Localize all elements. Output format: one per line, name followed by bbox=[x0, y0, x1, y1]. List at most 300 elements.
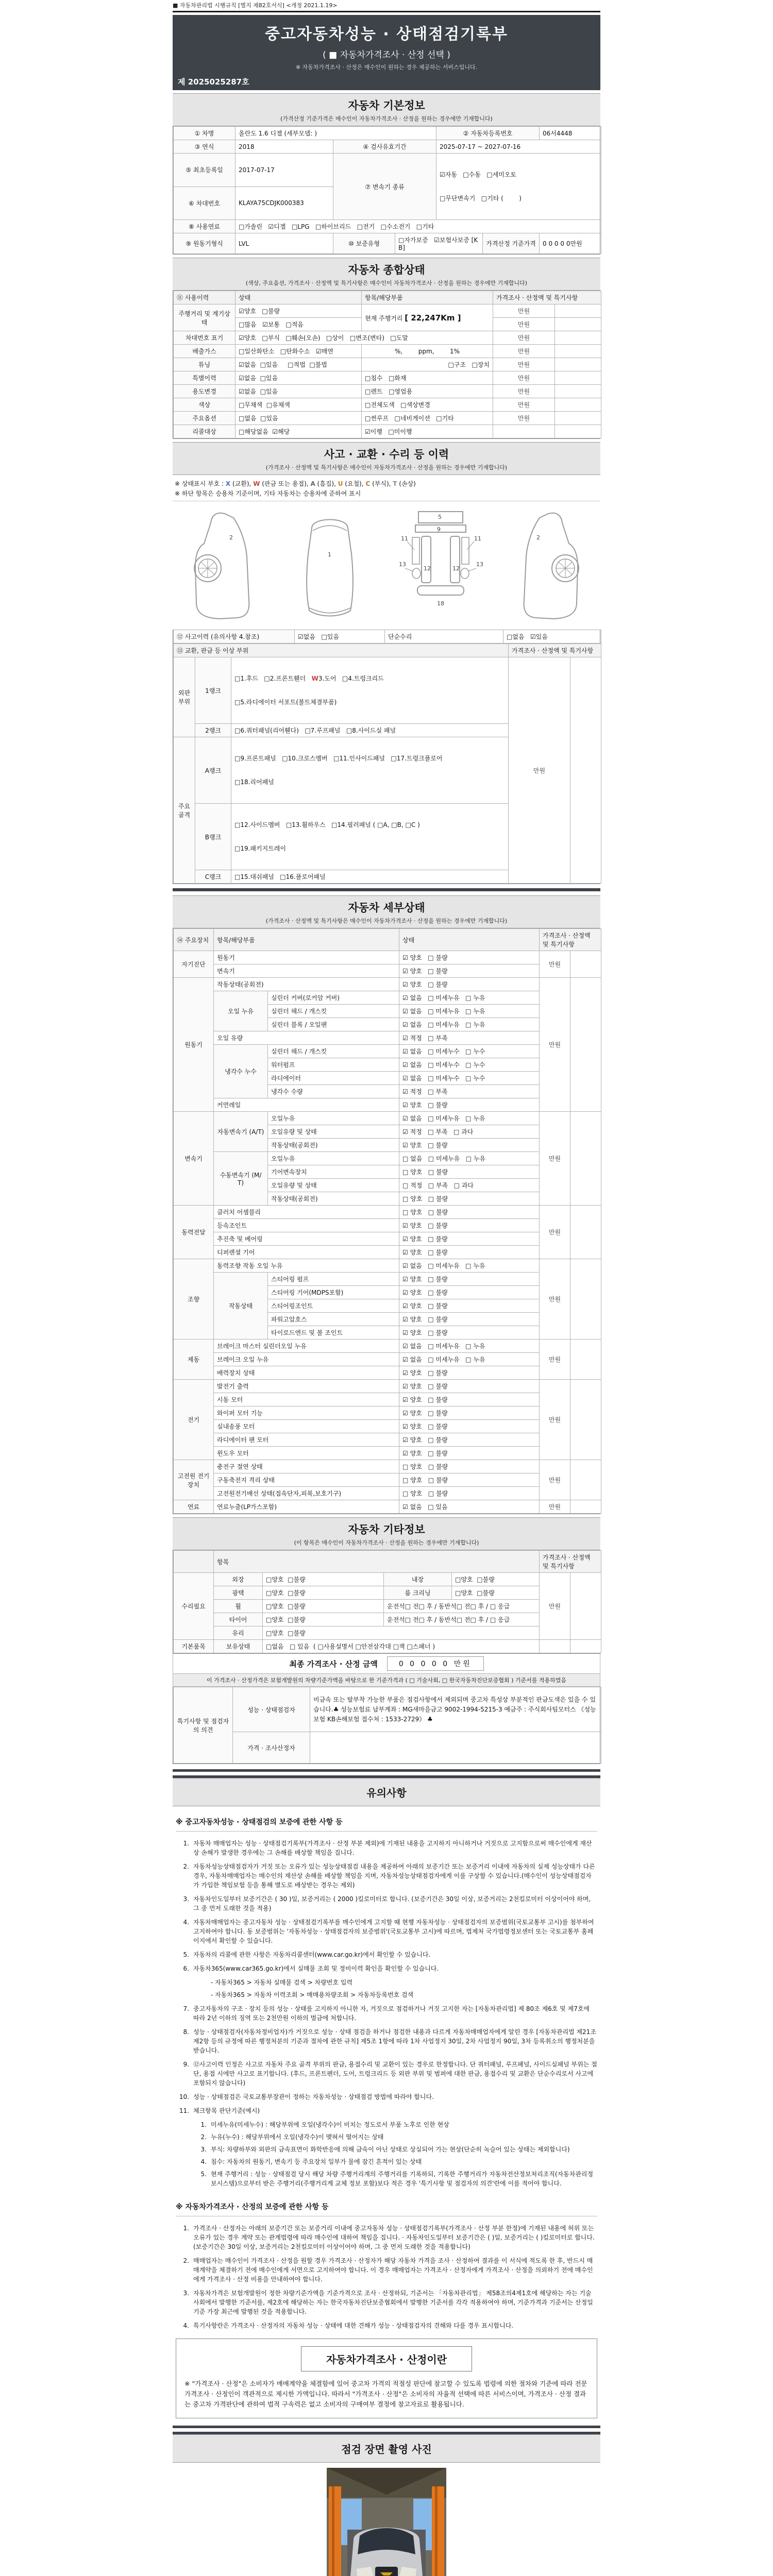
report-page bbox=[173, 0, 600, 2576]
photos-title: 점검 장면 촬영 사진 bbox=[341, 2443, 432, 2456]
item-label: 고전원전기배선 상태(접속단자,피복,보호기구) bbox=[214, 1487, 399, 1500]
notice-text: 자동차가격은 보험개발원이 정한 차량기준가액을 기준가격으로 조사 · 산정하되, 기준서는 「자동차관리법」 제58조의4제1호에 해당하는 자는 기술사회에서 발행한 기준서를, 제2호에 해당하는 자는 한국자동차진단보증협회에서 발행한 기준서를 각각 적용하여야 하며, 기준가격과 기준서는 산정일 기준 가장 최근에 발행된 것을 적용합니다. bbox=[193, 2290, 593, 2316]
color-label: 색상 bbox=[174, 398, 236, 412]
table-row bbox=[174, 304, 601, 318]
item-label: 보유상태 bbox=[214, 1640, 263, 1653]
price-unit: 만원 bbox=[493, 385, 555, 398]
final-price-value: 0 0 0 0 0 만원 bbox=[387, 1656, 484, 1671]
item-status: ☑ 양호 □ 불량 bbox=[399, 1232, 540, 1246]
item-status: □양호 □불량 bbox=[263, 1613, 384, 1626]
section-title: 자동차 세부상태 bbox=[348, 902, 425, 914]
item-status: □없음 □ 있음 ( □사용설명서 □안전삼각대 □잭 □스패너 ) bbox=[263, 1640, 540, 1653]
price-unit: 만원 bbox=[540, 1573, 570, 1640]
item-label: 휠 bbox=[214, 1600, 263, 1613]
table-row bbox=[174, 1152, 601, 1165]
table-row bbox=[174, 331, 601, 345]
legend-part: (판금 또는 용접), bbox=[260, 480, 311, 487]
tuning-label: 튜닝 bbox=[174, 358, 236, 371]
price-blank bbox=[555, 412, 601, 425]
notice-text: 성능 · 상태점검은 국토교통부장관이 정하는 자동차성능 · 상태점검 방법에 따라야 합니다. bbox=[193, 2093, 434, 2101]
item-status: ☑ 양호 □ 불량 bbox=[399, 1420, 540, 1433]
item-status: ☑ 양호 □ 불량 bbox=[399, 1219, 540, 1232]
item-status: □양호 □불량 bbox=[263, 1586, 384, 1600]
diagram-number: 11 bbox=[474, 535, 481, 543]
price-unit: 만원 bbox=[493, 318, 555, 331]
table-row bbox=[174, 1340, 601, 1353]
col-blank bbox=[174, 1551, 214, 1573]
section-title: 자동차 종합상태 bbox=[348, 264, 425, 276]
notice-text: 중고자동차의 구조 · 장치 등의 성능 · 상태를 고지하지 아니한 자, 거짓으로 점검하거나 거짓 고지한 자는 [자동차관리법] 제 80조 제6호 및 제7호에 따라 2년 이하의 징역 또는 2천만원 이하의 벌금에 처합니다. bbox=[193, 2005, 590, 2022]
appraiser-opinion-text bbox=[310, 1732, 601, 1764]
table-row bbox=[174, 1613, 601, 1626]
item-status: □ 양호 □ 불량 bbox=[399, 1473, 540, 1487]
notice-item bbox=[176, 1950, 597, 1959]
final-price-label: 최종 가격조사 · 산정 금액 bbox=[289, 1659, 378, 1669]
item-status: ☑ 없음 □ 미세누유 □ 누유 bbox=[399, 1112, 540, 1125]
rankB-line1: □12.사이드멤버 □13.휠하우스 □14.필러패널 ( □A, □B, □C ) bbox=[234, 821, 420, 829]
item-label: 광택 bbox=[214, 1586, 263, 1600]
col-item: 항목 bbox=[214, 1551, 540, 1573]
section-title: 사고 · 교환 · 수리 등 이력 bbox=[324, 448, 449, 461]
rank2-label: 2랭크 bbox=[195, 724, 231, 737]
item-status: ☑ 없음 □ 있음 bbox=[399, 1500, 540, 1514]
notice-item bbox=[193, 2170, 597, 2188]
price-blank bbox=[570, 1573, 601, 1640]
group-label: 자기진단 bbox=[174, 951, 214, 978]
table-row bbox=[174, 1573, 601, 1586]
legend-part: ※ 상태표시 부호 : bbox=[175, 480, 226, 487]
notices-sec1-list bbox=[176, 1839, 597, 2188]
item-label: 냉각수 수량 bbox=[268, 1085, 399, 1098]
other-info-table bbox=[173, 1550, 600, 1654]
appraisal-definition-box bbox=[176, 2338, 597, 2418]
item-status: ☑ 양호 □ 불량 bbox=[399, 1246, 540, 1259]
rankC-label: C랭크 bbox=[195, 870, 231, 884]
rankB-items bbox=[231, 804, 509, 870]
price-blank bbox=[570, 978, 601, 1112]
rank1-items bbox=[231, 657, 509, 724]
item-status: ☑ 없음 □ 미세누유 □ 누유 bbox=[399, 1340, 540, 1353]
col-item: 항목/해당부품 bbox=[362, 291, 493, 304]
item-status: □ 양호 □ 불량 bbox=[399, 1192, 540, 1206]
price-unit: 만원 bbox=[540, 1206, 570, 1259]
rank1-line2: □5.라디에이터 서포트(볼트체결부품) bbox=[234, 699, 337, 706]
table-row bbox=[174, 978, 601, 991]
legend-part: U bbox=[338, 480, 343, 487]
usage-change-label: 용도변경 bbox=[174, 385, 236, 398]
mileage-row-label: 주행거리 및 계기상태 bbox=[174, 304, 236, 331]
price-blank bbox=[540, 1640, 570, 1653]
price-blank bbox=[570, 1640, 601, 1653]
item-label: 동력조향 작동 오일 누유 bbox=[214, 1259, 399, 1273]
first-reg-value: 2017-07-17 bbox=[236, 154, 333, 187]
emission-label: 배출가스 bbox=[174, 345, 236, 358]
table-row bbox=[174, 1098, 601, 1112]
notice-number: 2. bbox=[200, 2133, 207, 2141]
notice-text: 현재 주행거리 : 성능 · 상태점검 당시 해당 차량 주행거리계의 주행거리를 기록하되, 기록한 주행거리가 자동차전산정보처리조직(자동차관리정보시스템)으로부터 받은 주행거리(주행거리계 교체 정보 포함)보다 적은 경우 '특기사항 및 점검자의 의견'란에 이를 적어야 합니다. bbox=[211, 2171, 594, 2188]
notice-number: 1. bbox=[183, 2225, 189, 2232]
price-blank bbox=[570, 1112, 601, 1206]
notice-text: 가격조사 · 산정자는 아래의 보증기간 또는 보증거리 이내에 중고자동차 성능 · 상태점검기록부(가격조사 · 산정 부분 한정)에 기재된 내용에 허위 또는 오류가 있는 경우 계약 또는 관계법령에 따라 매수인에 대하여 책임을 집니다. · 자동차인도일부터 보증기간은 ( )일, 보증거리는 ( )킬로미터로 합니다. (보증기간은 30일 이상, 보증거리는 2천킬로미터 이상이어야 하며, 그 중 먼저 도래한 것을 적용합니다) bbox=[193, 2225, 595, 2251]
model-year-value: 2018 bbox=[236, 140, 333, 154]
color-state: □무채색 □유채색 bbox=[236, 398, 362, 412]
price-unit: 만원 bbox=[540, 1259, 570, 1340]
basic-items-group: 기본품목 bbox=[174, 1640, 214, 1653]
exchange-header: ⑬ 교환, 판금 등 이상 부위 bbox=[174, 644, 509, 657]
table-row bbox=[174, 1406, 601, 1420]
accident-history-label: ⑫ 사고이력 (유의사항 4.참조) bbox=[174, 630, 295, 643]
item-label: 오일누유 bbox=[268, 1112, 399, 1125]
item-status: ☑ 양호 □ 불량 bbox=[399, 1313, 540, 1326]
item-label: 스티어링 펌프 bbox=[268, 1273, 399, 1286]
options-items: □썬루프 □네비게이션 □기타 bbox=[362, 412, 493, 425]
base-price-value: 0 0 0 0 0만원 bbox=[540, 233, 601, 254]
item-positions: 운전석□ 전□ 후 / 동반석□ 전□ 후 / □ 응급 bbox=[384, 1613, 540, 1626]
transmission-options-1: ☑자동 □수동 □세미오토 bbox=[440, 171, 517, 178]
item-status: ☑ 적정 □ 부족 bbox=[399, 1031, 540, 1045]
price-unit: 만원 bbox=[540, 978, 570, 1112]
final-price-row bbox=[173, 1654, 600, 1674]
table-row bbox=[174, 398, 601, 412]
item-status: ☑ 양호 □ 불량 bbox=[399, 1380, 540, 1393]
transmission-options-2: □무단변속기 □기타 ( ) bbox=[440, 195, 522, 202]
price-blank bbox=[555, 304, 601, 318]
notice-item bbox=[176, 1894, 597, 1913]
notice-text: 매매업자는 매수인이 가격조사 · 산정을 원할 경우 가격조사 · 산정자가 해당 자동차 가격을 조사 · 산정하여 결과를 이 서식에 적도록 한 후, 반드시 매매계약을 체결하기 전에 매수인에게 서면으로 고지하여야 합니다. 이 경우 매매업자는 가격조사 · 산정자에게 가격조사 · 산정을 의뢰하기 전에 매수인에게 가격조사 · 산정 비용을 안내하여야 합니다. bbox=[193, 2257, 593, 2283]
definition-text: ※ "가격조사 · 산정"은 소비자가 매매계약을 체결함에 있어 중고차 가격의 적절성 판단에 참고할 수 있도록 법령에 의한 절차와 기준에 따라 전문 가격조사 · 산정인이 객관적으로 제시한 가액입니다. 따라서 "가격조사 · 산정"은 소비자의 자율적 선택에 따른 서비스이며, 가격조사 · 산정 결과는 중고차 가격판단에 관하여 법적 구속력은 없고 소비자의 구매여부 결정에 참고자료로 활용됩니다. bbox=[184, 2380, 587, 2409]
price-blank bbox=[555, 398, 601, 412]
price-blank bbox=[570, 951, 601, 978]
legend-part: A bbox=[310, 480, 315, 487]
item-label: 등속조인트 bbox=[214, 1219, 399, 1232]
table-row bbox=[174, 154, 601, 187]
appraiser-label: 가격 · 조사산정자 bbox=[233, 1732, 310, 1764]
recall-state: □해당없음 ☑해당 bbox=[236, 425, 362, 438]
item-status: ☑ 양호 □ 불량 bbox=[399, 951, 540, 964]
item-label: 브레이크 오일 누유 bbox=[214, 1353, 399, 1366]
section-divider bbox=[173, 888, 600, 891]
notices-sec1-title: ※ 중고자동차성능 · 상태점검의 보증에 관한 사항 등 bbox=[176, 1818, 343, 1827]
legend-part: C bbox=[365, 480, 371, 487]
definition-title: 자동차가격조사 · 산정이란 bbox=[301, 2346, 472, 2371]
table-header-row bbox=[174, 291, 601, 304]
legend-part: W bbox=[253, 480, 260, 487]
notice-number: 3. bbox=[200, 2146, 207, 2154]
legend-part: T bbox=[393, 480, 397, 487]
item-status: ☑ 양호 □ 불량 bbox=[399, 1139, 540, 1152]
usage-change-items: □렌트 □영업용 bbox=[362, 385, 493, 398]
notice-number: 7. bbox=[183, 2005, 189, 2013]
item-label: 시동 모터 bbox=[214, 1393, 399, 1406]
car-name-value: 올란도 1.6 디젤 (세부모델: ) bbox=[236, 127, 436, 140]
col-status: 상태 bbox=[399, 929, 540, 951]
rank2-items: □6.쿼터패널(리어휀다) □7.루프패널 □8.사이드실 패널 bbox=[231, 724, 509, 737]
notice-item bbox=[193, 2157, 597, 2166]
reg-no-label: ② 자동차등록번호 bbox=[436, 127, 540, 140]
car-diagrams bbox=[173, 501, 600, 630]
tuning-items: □구조 □장치 bbox=[362, 358, 493, 371]
item-status: ☑ 없음 □ 미세누유 □ 누유 bbox=[399, 1353, 540, 1366]
price-blank bbox=[555, 425, 601, 438]
notice-text: 자동차의 리콜에 관한 사항은 자동차리콜센터(www.car.go.kr)에서 확인할 수 있습니다. bbox=[193, 1951, 431, 1959]
rank1-label: 1랭크 bbox=[195, 657, 231, 724]
item-label: 작동상태(공회전) bbox=[214, 978, 399, 991]
price-unit: 만원 bbox=[509, 657, 570, 884]
legend-part: X bbox=[225, 480, 231, 487]
price-blank bbox=[493, 425, 555, 438]
price-unit: 만원 bbox=[540, 1500, 570, 1514]
item-label: 파워고압호스 bbox=[268, 1313, 399, 1326]
item-label: 오일누유 bbox=[268, 1152, 399, 1165]
diagram-number: 2 bbox=[229, 534, 233, 541]
item-status: □양호 □불량 bbox=[263, 1600, 384, 1613]
table-row bbox=[174, 1626, 601, 1640]
mileage-state-2: □많음 ☑보통 □적음 bbox=[236, 318, 362, 331]
special-history-items: □침수 □화재 bbox=[362, 371, 493, 385]
diagram-number: 13 bbox=[398, 561, 406, 568]
diagram-number: 11 bbox=[400, 535, 408, 543]
item-status: ☑ 양호 □ 불량 bbox=[399, 1273, 540, 1286]
table-row bbox=[174, 1219, 601, 1232]
notice-text: 미세누유(미세누수) : 해당부위에 오일(냉각수)이 비치는 정도로서 부품 노후로 인한 현상 bbox=[211, 2121, 449, 2129]
rankA-line2: □18.리어패널 bbox=[234, 778, 274, 786]
table-row bbox=[174, 1353, 601, 1366]
price-unit: 만원 bbox=[540, 1340, 570, 1380]
engine-type-label: ⑨ 원동기형식 bbox=[174, 233, 236, 254]
inspector-label: 성능 · 상태점검자 bbox=[233, 1687, 310, 1732]
table-row bbox=[174, 1447, 601, 1460]
legend-line-1 bbox=[175, 479, 598, 489]
item-status: ☑ 적정 □ 부족 □ 과다 bbox=[399, 1125, 540, 1139]
notice-number: 9. bbox=[183, 2061, 189, 2069]
notice-number: 2. bbox=[183, 2257, 189, 2265]
item-status: □양호 □불량 bbox=[452, 1573, 540, 1586]
accident-history-state: ☑없음 □있음 bbox=[295, 630, 385, 643]
price-blank bbox=[570, 1460, 601, 1500]
inspection-photo-front bbox=[327, 2468, 446, 2576]
notice-item bbox=[176, 1839, 597, 1857]
item-label: 실린더 헤드 / 개스킷 bbox=[268, 1045, 399, 1058]
table-header-row bbox=[174, 929, 601, 951]
price-unit: 만원 bbox=[540, 1380, 570, 1460]
col-item: 항목/해당부품 bbox=[214, 929, 399, 951]
legend-part: (손상) bbox=[397, 480, 416, 487]
item-label: 변속기 bbox=[214, 964, 399, 978]
price-unit: 만원 bbox=[540, 1460, 570, 1500]
notice-item bbox=[176, 2004, 597, 2023]
special-history-state: ☑없음 □있음 bbox=[236, 371, 362, 385]
base-price-label: 가격산정 기준가격 bbox=[483, 233, 540, 254]
recall-items: ☑이행 □미이행 bbox=[362, 425, 493, 438]
item-status: ☑ 양호 □ 불량 bbox=[399, 1286, 540, 1299]
item-label: 외장 bbox=[214, 1573, 263, 1586]
price-blank bbox=[555, 345, 601, 358]
item-status: ☑ 양호 □ 불량 bbox=[399, 1299, 540, 1313]
notice-item bbox=[193, 1978, 597, 1987]
basic-info-table bbox=[173, 126, 600, 255]
table-row bbox=[174, 358, 601, 371]
notice-text: 침수: 자동차의 원동기, 변속기 등 주요장치 일부가 물에 잠긴 흔적이 있는 상태 bbox=[211, 2158, 422, 2166]
price-blank bbox=[570, 1259, 601, 1340]
detail-state-table bbox=[173, 928, 600, 1514]
rank1-items-post: 3.도어 □4.트렁크리드 bbox=[318, 675, 384, 683]
notice-text: 체크항목 판단기준(예시) bbox=[193, 2107, 260, 2115]
opinion-group-label: 특기사항 및 점검자의 의견 bbox=[174, 1687, 233, 1764]
special-history-label: 특별이력 bbox=[174, 371, 236, 385]
notice-number: 10. bbox=[179, 2093, 189, 2101]
price-unit: 만원 bbox=[493, 331, 555, 345]
section-subtitle: (가격산정 기준가격은 매수인이 자동차가격조사 · 산정을 원하는 경우에만 기재합니다) bbox=[280, 115, 493, 122]
item-label: 타이어 bbox=[214, 1613, 263, 1626]
table-row bbox=[174, 1045, 601, 1058]
table-row bbox=[174, 1487, 601, 1500]
price-header: 가격조사 · 산정액 및 특기사항 bbox=[509, 644, 601, 657]
vin-label: ⑥ 차대번호 bbox=[174, 187, 236, 220]
notice-item bbox=[176, 2289, 597, 2316]
notice-item bbox=[193, 2120, 597, 2129]
transmission-label: ⑦ 변속기 종류 bbox=[333, 154, 436, 220]
notice-item bbox=[193, 1990, 597, 1999]
item-label: 실내송풍 모터 bbox=[214, 1420, 399, 1433]
item-status: ☑ 양호 □ 불량 bbox=[399, 1447, 540, 1460]
table-row bbox=[174, 1460, 601, 1473]
item-label: 스티어링조인트 bbox=[268, 1299, 399, 1313]
emission-state: □일산화탄소 □탄화수소 ☑매연 bbox=[236, 345, 362, 358]
item-label: 브레이크 마스터 실린더오일 누유 bbox=[214, 1340, 399, 1353]
table-row bbox=[174, 345, 601, 358]
item-status: ☑ 양호 □ 불량 bbox=[399, 1366, 540, 1380]
item-label: 오일유량 및 상태 bbox=[268, 1179, 399, 1192]
notice-number: 3. bbox=[183, 1895, 189, 1903]
diagram-number: 12 bbox=[423, 565, 431, 572]
legend-part: (부식), bbox=[370, 480, 393, 487]
panel-repair-marker: W bbox=[311, 675, 318, 683]
current-mileage bbox=[362, 304, 493, 331]
price-blank bbox=[570, 1340, 601, 1380]
item-status: ☑ 적정 □ 부족 bbox=[399, 1085, 540, 1098]
notice-text: - 자동차365 > 자동차 실매물 검색 > 차량번호 입력 bbox=[211, 1979, 352, 1987]
price-blank bbox=[555, 318, 601, 331]
item-label: 워터펌프 bbox=[268, 1058, 399, 1072]
rankB-line2: □19.패키지트레이 bbox=[234, 845, 286, 853]
item-label: 작동상태(공회전) bbox=[268, 1139, 399, 1152]
item-label: 배력장치 상태 bbox=[214, 1366, 399, 1380]
item-status: □ 적정 □ 부족 □ 과다 bbox=[399, 1179, 540, 1192]
table-row bbox=[174, 1112, 601, 1125]
notices-sec2-list bbox=[176, 2224, 597, 2330]
diagram-number: 18 bbox=[436, 600, 444, 607]
section-title: 자동차 기타정보 bbox=[348, 1523, 425, 1536]
item-status: ☑ 없음 □ 미세누수 □ 누수 bbox=[399, 1058, 540, 1072]
item-label: 실린더 커버(로커암 커버) bbox=[268, 991, 399, 1005]
photos-header bbox=[173, 2434, 600, 2463]
notice-text: 자동차365(www.car365.go.kr)에서 실매물 조회 및 정비이력 확인을 확인할 수 있습니다. bbox=[193, 1965, 439, 1973]
usage-change-state: ☑없음 □있음 bbox=[236, 385, 362, 398]
subgroup-label: 오일 누유 bbox=[214, 991, 268, 1031]
fuel-label: ⑧ 사용연료 bbox=[174, 220, 236, 233]
price-blank bbox=[570, 1206, 601, 1259]
table-row bbox=[174, 964, 601, 978]
state-mark-legend bbox=[173, 475, 600, 501]
item-status: ☑ 없음 □ 미세누수 □ 누수 bbox=[399, 1072, 540, 1085]
item-status: ☑ 양호 □ 불량 bbox=[399, 978, 540, 991]
reg-no-value: 06서4448 bbox=[540, 127, 601, 140]
item-status: ☑ 양호 □ 불량 bbox=[399, 1393, 540, 1406]
notice-text: 자동차매매업자는 중고자동차 성능 · 상태점검기록부를 매수인에게 고지할 때 현행 자동차성능 · 상태점검자의 보증범위(국토교통부 고시)를 첨부하여 고지하여야 합니다. 동 보증범위는 '자동차성능 · 상태점검자의 보증범위'(국토교통부 고시)에 따르며, 법제처 국가법령정보센터 또는 국토교통부 홈페이지에서 확인할 수 있습니다. bbox=[193, 1919, 594, 1945]
rankB-label: B랭크 bbox=[195, 804, 231, 870]
notice-item bbox=[176, 1918, 597, 1945]
item-status: □양호 □불량 bbox=[263, 1626, 540, 1640]
item-label: 추진축 및 베어링 bbox=[214, 1232, 399, 1246]
subgroup-label: 냉각수 누수 bbox=[214, 1045, 268, 1098]
notices-title: 유의사항 bbox=[366, 1787, 407, 1800]
notice-text: 부식: 차량하부와 외판의 금속표면이 화학반응에 의해 금속이 아닌 상태로 상실되어 가는 현상(단순히 녹슬어 있는 상태는 제외합니다) bbox=[211, 2146, 570, 2154]
table-row bbox=[174, 1640, 601, 1653]
price-unit: 만원 bbox=[493, 371, 555, 385]
notice-text: 누유(누수) : 해당부위에서 오일(냉각수)이 맺혀서 떨어지는 상태 bbox=[211, 2133, 384, 2141]
subgroup-label: 수동변속기 (M/T) bbox=[214, 1152, 268, 1206]
item-status: ☑ 양호 □ 불량 bbox=[399, 1406, 540, 1420]
legend-line-2: ※ 하단 항목은 승용차 기준이며, 기타 자동차는 승용차에 준하여 표시 bbox=[175, 490, 361, 498]
item-label: 발전기 출력 bbox=[214, 1380, 399, 1393]
notice-item bbox=[176, 2060, 597, 2088]
item-positions: 운전석□ 전□ 후 / 동반석□ 전□ 후 / □ 응급 bbox=[384, 1600, 540, 1613]
mileage-label: 현재 주행거리 bbox=[365, 314, 403, 322]
table-row bbox=[174, 1586, 601, 1600]
vin-value: KLAYA75CDJK000383 bbox=[236, 187, 333, 220]
table-row bbox=[174, 127, 601, 140]
table-row bbox=[174, 630, 601, 643]
table-row bbox=[174, 1206, 601, 1219]
overall-state-table bbox=[173, 291, 600, 439]
item-label: 유리 bbox=[214, 1626, 263, 1640]
diagram-number: 9 bbox=[436, 526, 441, 533]
item-status: □ 양호 □ 불량 bbox=[399, 1206, 540, 1219]
price-blank bbox=[555, 331, 601, 345]
notice-text: - 자동차365 > 자동차 이력조회 > 매매용차량조회 > 자동차등록번호 검색 bbox=[211, 1991, 414, 1999]
rankC-items: □15.대쉬패널 □16.플로어패널 bbox=[231, 870, 509, 884]
notice-number: 4. bbox=[183, 1919, 189, 1926]
notice-number: 5. bbox=[183, 1951, 189, 1959]
section-subtitle: (이 항목은 매수인이 자동차가격조사 · 산정을 원하는 경우에만 기재합니다) bbox=[294, 1539, 479, 1547]
item-status: ☑ 양호 □ 불량 bbox=[399, 1433, 540, 1447]
item-label: 실린더 블록 / 오일팬 bbox=[268, 1018, 399, 1031]
item-status: ☑ 없음 □ 미세누유 □ 누유 bbox=[399, 991, 540, 1005]
notice-item bbox=[176, 1862, 597, 1890]
notice-number: 4. bbox=[200, 2158, 207, 2166]
table-row bbox=[174, 385, 601, 398]
warranty-type-value: □자가보증 ☑보험사보증 [KB] bbox=[395, 233, 483, 254]
price-blank bbox=[570, 1380, 601, 1460]
inspector-opinion-text: 비금속 또는 탈부착 가능한 부품은 점검사항에서 제외되며 중고차 특성상 부분적인 판금도색은 있을 수 있습니다.♣ 성능보험료 납부계좌 : MG새마을금고 9002-1994-5215-3 예금주 : 주식회사팀모터스 《성능보험 KB손해보험 접수처 : 1533-2729》 ♣ bbox=[310, 1687, 601, 1732]
col-device: ⑭ 주요장치 bbox=[174, 929, 214, 951]
document-number: 제 2025025287호 bbox=[178, 77, 249, 87]
price-unit: 만원 bbox=[540, 1112, 570, 1206]
group-label: 동력전달 bbox=[174, 1206, 214, 1259]
notice-item bbox=[193, 2132, 597, 2142]
group-label: 변속기 bbox=[174, 1112, 214, 1206]
item-label: 오일 유량 bbox=[214, 1031, 399, 1045]
diagram-side-left bbox=[176, 507, 268, 623]
notice-text: ⑫사고이력 인정은 사고로 자동차 주요 골격 부위의 판금, 용접수리 및 교환이 있는 경우로 한정합니다. 단 쿼터패널, 루프패널, 사이드실패널 부위는 절단, 용접 시에만 사고로 표기합니다. (후드, 프론트펜더, 도어, 트렁크리드 등 외판 부위 및 범퍼에 대한 판금, 용접수리 및 교환은 단순수리로서 사고에 포함되지 않습니다) bbox=[193, 2061, 597, 2087]
table-row bbox=[174, 1420, 601, 1433]
vin-mark-state: ☑양호 □부식 □훼손(오손) □상이 □변조(변타) □도말 bbox=[236, 331, 493, 345]
notice-number: 1. bbox=[200, 2121, 207, 2129]
table-row bbox=[174, 1232, 601, 1246]
notices-body bbox=[173, 1806, 600, 2422]
diagram-number: 1 bbox=[328, 551, 332, 558]
item-status: □ 없음 □ 미세누유 □ 누유 bbox=[399, 1152, 540, 1165]
